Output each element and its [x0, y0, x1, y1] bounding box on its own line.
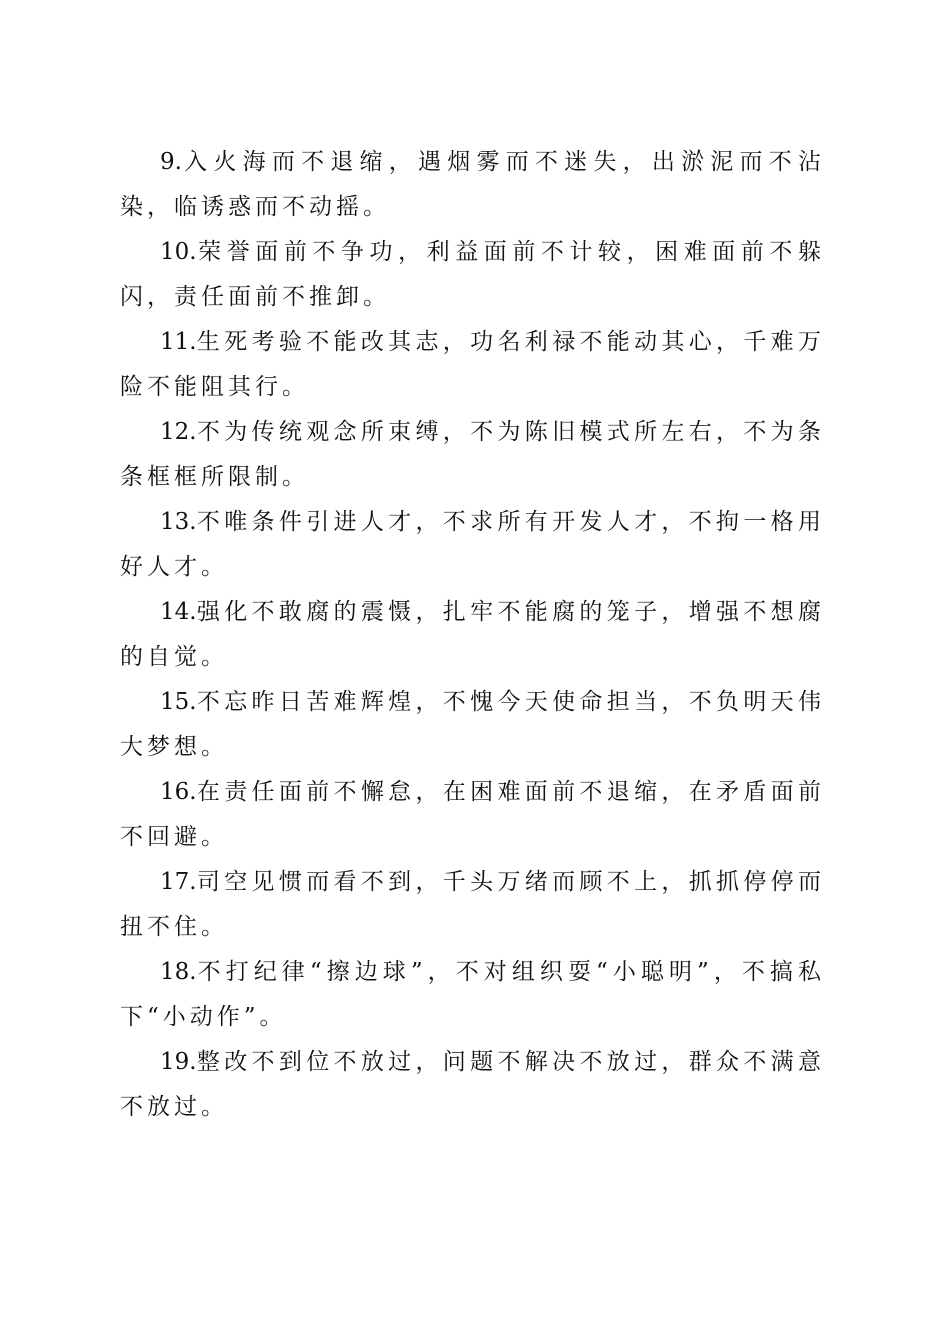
paragraph-number: 9. — [160, 149, 182, 175]
paragraph-number: 12. — [160, 419, 197, 445]
paragraph-text: 不为传统观念所束缚，不为陈旧模式所左右，不为条条框框所限制。 — [120, 419, 825, 490]
paragraph-number: 16. — [160, 779, 197, 805]
paragraph-16 — [120, 770, 825, 860]
paragraph-text: 荣誉面前不争功，利益面前不计较，困难面前不躲闪，责任面前不推卸。 — [120, 239, 825, 310]
paragraph-number: 10. — [160, 239, 197, 265]
paragraph-15 — [120, 680, 825, 770]
paragraph-number: 19. — [160, 1049, 197, 1075]
paragraph-text: 司空见惯而看不到，千头万绪而顾不上，抓抓停停而扭不住。 — [120, 869, 825, 940]
paragraph-9 — [120, 140, 825, 230]
paragraph-14 — [120, 590, 825, 680]
paragraph-number: 18. — [160, 959, 197, 985]
paragraph-18 — [120, 950, 825, 1040]
paragraph-number: 14. — [160, 599, 197, 625]
paragraph-number: 11. — [160, 329, 197, 355]
paragraph-13 — [120, 500, 825, 590]
paragraph-number: 13. — [160, 509, 197, 535]
paragraph-number: 15. — [160, 689, 197, 715]
paragraph-text: 不唯条件引进人才，不求所有开发人才，不拘一格用好人才。 — [120, 509, 825, 580]
paragraph-10 — [120, 230, 825, 320]
paragraph-text: 不忘昨日苦难辉煌，不愧今天使命担当，不负明天伟大梦想。 — [120, 689, 825, 760]
paragraph-text: 在责任面前不懈怠，在困难面前不退缩，在矛盾面前不回避。 — [120, 779, 825, 850]
paragraph-11 — [120, 320, 825, 410]
paragraph-text: 强化不敢腐的震慑，扎牢不能腐的笼子，增强不想腐的自觉。 — [120, 599, 825, 670]
paragraph-text: 入火海而不退缩，遇烟雾而不迷失，出淤泥而不沾染，临诱惑而不动摇。 — [120, 149, 825, 220]
paragraph-text: 生死考验不能改其志，功名利禄不能动其心，千难万险不能阻其行。 — [120, 329, 825, 400]
paragraph-text: 整改不到位不放过，问题不解决不放过，群众不满意不放过。 — [120, 1049, 825, 1120]
paragraph-17 — [120, 860, 825, 950]
document-body — [120, 140, 825, 1130]
paragraph-text: 不打纪律“擦边球”，不对组织耍“小聪明”，不搞私下“小动作”。 — [120, 959, 825, 1030]
paragraph-19 — [120, 1040, 825, 1130]
paragraph-number: 17. — [160, 869, 197, 895]
paragraph-12 — [120, 410, 825, 500]
